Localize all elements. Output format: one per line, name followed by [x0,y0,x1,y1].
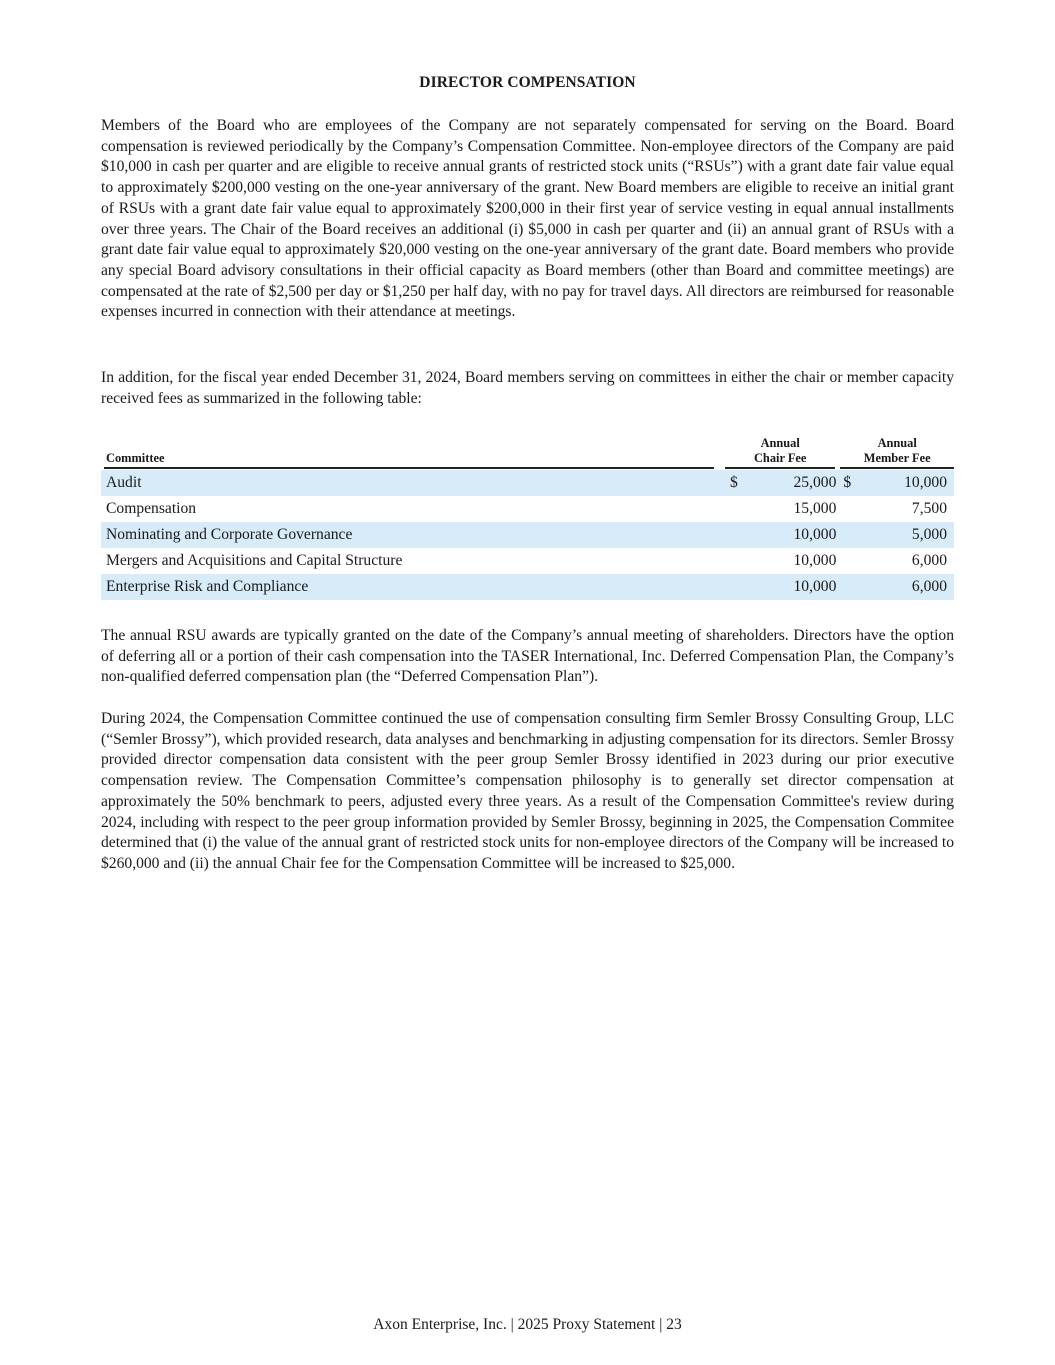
header-chair-line1: Annual [760,436,800,450]
table-row [101,548,954,574]
header-member-line2: Member Fee [863,451,931,465]
committee-fee-table [101,436,954,600]
header-committee-label: Committee [104,451,714,469]
page-title: DIRECTOR COMPENSATION [419,74,636,91]
member-fee: 6,000 [911,578,947,595]
committee-name: Mergers and Acquisitions and Capital Structure [101,548,720,574]
table-row [101,470,954,496]
chair-fee: 10,000 [793,526,837,543]
header-annual-member-fee [840,436,954,470]
paragraph-committee-fees-intro: In addition, for the fiscal year ended December 31, 2024, Board members serving on committees in either the chair or member capacity received fees as summarized in the following table: [101,369,954,407]
member-fee: 10,000 [904,474,947,491]
paragraph-board-compensation: Members of the Board who are employees of the Company are not separately compensated for serving on the Board. Board compensation is reviewed periodically by the Company’s Compensation Committee. Non-employee directors of the Company are paid $10,000 in cash per quarter and are eligible to receive annual grants of restricted stock units (“RSUs”) with a grant date fair value equal to approximately $200,000 vesting on the one-year anniversary of the grant. New Board members are eligible to receive an initial grant of RSUs with a grant date fair value equal to approximately $200,000 in their first year of service vesting in equal annual installments over three years. The Chair of the Board receives an additional (i) $5,000 in cash per quarter and (ii) an annual grant of RSUs with a grant date fair value equal to approximately $20,000 vesting on the one-year anniversary of the grant date. Board members who provide any special Board advisory consultations in their official capacity as Board members (other than Board and committee meetings) are compensated at the rate of $2,500 per day or $1,250 per half day, with no pay for travel days. All directors are reimbursed for reasonable expenses incurred in connection with their attendance at meetings. [101,117,954,321]
header-annual-chair-fee [720,436,840,470]
member-fee: 7,500 [911,500,947,517]
chair-fee: 25,000 [793,474,837,491]
paragraph-rsu-awards: The annual RSU awards are typically granted on the date of the Company’s annual meeting of shareholders. Directors have the option of deferring all or a portion of their cash compensation into the TASER International, Inc. Deferred Compensation Plan, the Company’s non-qualified deferred compensation plan (the “Deferred Compensation Plan”). [101,627,954,686]
committee-name: Audit [101,470,720,496]
chair-fee: 10,000 [793,578,837,595]
committee-name: Enterprise Risk and Compliance [101,574,720,600]
paragraph-compensation-consultant: During 2024, the Compensation Committee continued the use of compensation consulting firm Semler Brossy Consulting Group, LLC (“Semler Brossy”), which provided research, data analyses and benchmarking in adjusting compensation for its directors. Semler Brossy provided director compensation data consistent with the peer group Semler Brossy identified in 2023 during our prior executive compensation review. The Compensation Committee’s compensation philosophy is to generally set director compensation at approximately the 50% benchmark to peers, adjusted every three years. As a result of the Compensation Committee's review during 2024, including with respect to the peer group information provided by Semler Brossy, beginning in 2025, the Compensation Commitee determined that (i) the value of the annual grant of restricted stock units for non-employee directors of the Company will be increased to $260,000 and (ii) the annual Chair fee for the Compensation Committee will be increased to $25,000. [101,710,954,872]
table-row [101,574,954,600]
member-fee: 6,000 [911,552,947,569]
page-footer: Axon Enterprise, Inc. | 2025 Proxy Statement | 23 [373,1316,682,1333]
chair-fee: 10,000 [793,552,837,569]
committee-name: Compensation [101,496,720,522]
currency-symbol: $ [730,474,738,491]
chair-fee: 15,000 [793,500,837,517]
header-chair-line2: Chair Fee [753,451,807,465]
table-row [101,522,954,548]
member-fee: 5,000 [911,526,947,543]
header-committee [101,436,720,470]
currency-symbol: $ [843,474,852,491]
header-member-line1: Annual [877,436,917,450]
table-row [101,496,954,522]
table-header-row [101,436,954,470]
committee-name: Nominating and Corporate Governance [101,522,720,548]
